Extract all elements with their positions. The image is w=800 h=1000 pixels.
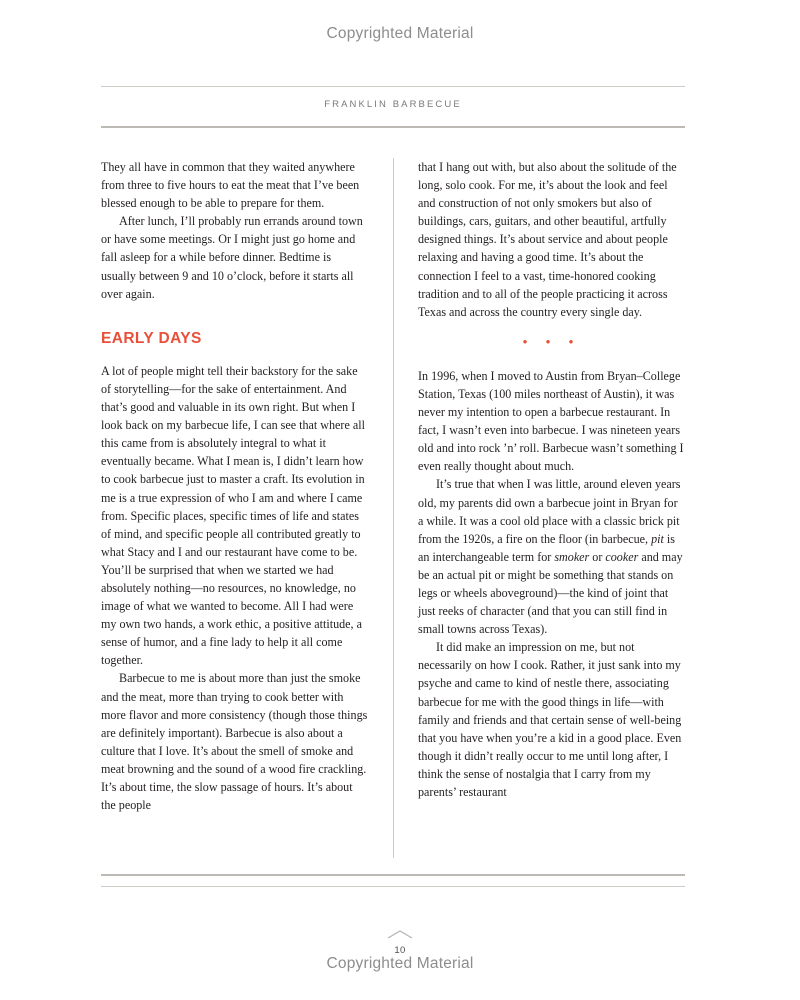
watermark-bottom: Copyrighted Material [326, 955, 474, 972]
paragraph: Barbecue to me is about more than just the smoke and the meat, more than trying to cook better with more flavor and more consistency (though those things are definitely important). Barbecue is also about a culture that I love. It’s about the smell of smoke and meat browning and the sound of a wood fire crackling. It’s about time, the slow passage of hours. It’s about the people [101, 671, 368, 813]
paragraph: It’s true that when I was little, around eleven years old, my parents did own a barbecue joint in Bryan for a while. It was a cool old place with a classic brick pit from the 1920s, a fire on the floor (in barbecue, pit is an interchangeable term for smoker or cooker and may be an actual pit or might be something that stands on legs or wheels aboveground)—the kind of joint that just reeks of character (and that you can still find in small towns across Texas). [418, 477, 683, 637]
paragraph: They all have in common that they waited anywhere from three to five hours to eat the meat that I’ve been blessed enough to be able to prepare for them. [101, 160, 360, 211]
left-column [101, 158, 368, 858]
section-break-dots: • • • [522, 334, 581, 351]
paragraph: that I hang out with, but also about the solitude of the long, solo cook. For me, it’s about the look and feel and construction of not only smokers but also of buildings, cars, guitars, and other beautiful, artfully designed things. It’s about service and about people relaxing and having a good time. It’s about the connection I feel to a vast, time-honored cooking tradition and to all of the people practicing it across Texas and across the country every single day. [418, 160, 677, 319]
header-rule-thin [101, 86, 685, 87]
body-columns [101, 158, 685, 858]
chevron-up-icon [387, 930, 413, 939]
watermark-top: Copyrighted Material [326, 25, 474, 42]
footer-rule-thin [101, 886, 685, 887]
footer-rule-thick [101, 874, 685, 876]
folio [0, 930, 800, 958]
paragraph: In 1996, when I moved to Austin from Bryan–College Station, Texas (100 miles northeast of Austin), it was never my intention to open a barbecue restaurant. In fact, I wasn’t even into barbecue. I was nineteen years old and into rock ’n’ roll. Barbecue wasn’t something I even really thought about much. [418, 368, 684, 474]
paragraph: A lot of people might tell their backstory for the sake of storytelling—for the sake of entertainment. And that’s good and valuable in its own right. But when I look back on my barbecue life, I can see that where all this came from is absolutely integral to what it eventually became. What I mean is, I didn’t learn how to cook barbecue just to master a craft. Its evolution in me is a true expression of who I am and where I came from. Specific places, specific times of life and states of mind, and specific people all contributed greatly to what Stacy and I and our restaurant have come to be. You’ll be surprised that when we started we had absolutely nothing—no resources, no knowledge, no image of what we wanted to become. All I had were my own two hands, a work ethic, a positive attitude, a sense of humor, and a fine lady to help it all come together. [101, 363, 365, 668]
paragraph: It did make an impression on me, but not necessarily on how I cook. Rather, it just sank into my psyche and came to kind of nestle there, associating barbecue for me with the good things in life—with family and friends and that certain sense of well-being that you have when you’re a kid in a good place. Even though it didn’t really occur to me until long after, I think the sense of nostalgia that I carry from my parents’ restaurant [418, 640, 682, 799]
page-number: 10 [394, 945, 406, 956]
section-heading: EARLY DAYS [101, 329, 202, 347]
running-head: FRANKLIN BARBECUE [324, 99, 462, 110]
right-column [418, 158, 685, 858]
column-divider [393, 158, 394, 858]
paragraph: After lunch, I’ll probably run errands around town or have some meetings. Or I might just go home and fall asleep for a while before dinner. Bedtime is usually between 9 and 10 o’clock, before it starts all over again. [101, 214, 363, 301]
header-rule-thick [101, 126, 685, 128]
